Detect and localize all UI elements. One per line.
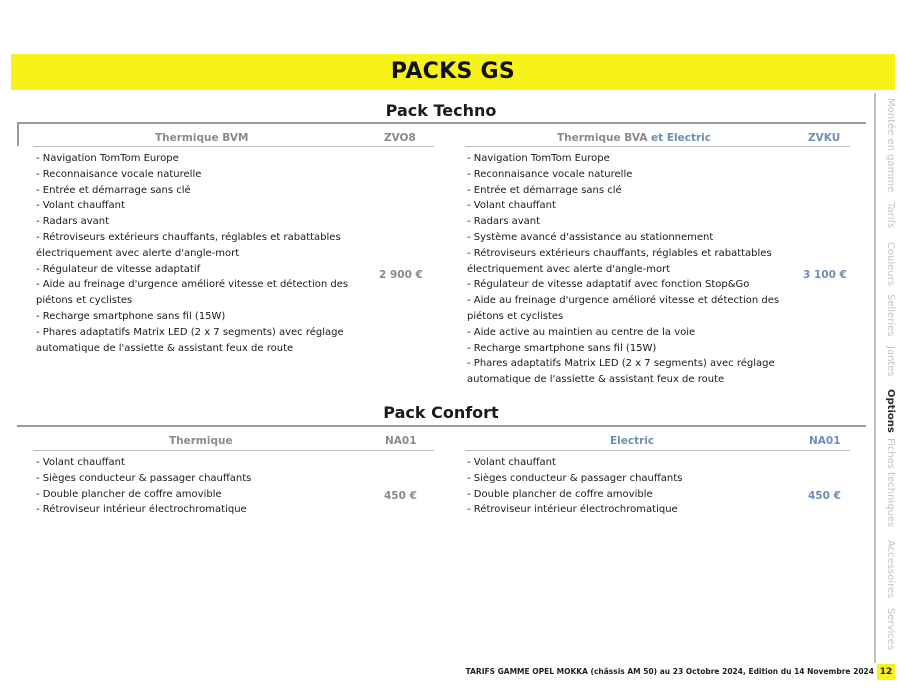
techno-left-header-rule — [33, 146, 434, 147]
confort-right-items — [467, 455, 797, 518]
confort-left-price: 450 € — [384, 490, 417, 502]
list-item: - Phares adaptatifs Matrix LED (2 x 7 segments) avec réglage — [467, 358, 775, 370]
list-item: - Entrée et démarrage sans clé — [36, 184, 191, 196]
techno-right-header-rule — [465, 146, 850, 147]
side-nav-tarifs[interactable]: Tarifs — [885, 202, 896, 229]
list-item: - Système avancé d'assistance au stationnement — [467, 231, 714, 243]
list-item: - Volant chauffant — [36, 457, 125, 468]
list-item: - Rétroviseur intérieur électrochromatique — [467, 504, 678, 516]
confort-right-code: NA01 — [809, 435, 841, 447]
side-nav-fiches-techniques[interactable]: Fiches techniques — [885, 438, 896, 528]
confort-right-price: 450 € — [808, 490, 841, 502]
techno-right-items — [467, 151, 807, 388]
pack-techno-divider-left — [17, 122, 19, 146]
pack-confort-title: Pack Confort — [383, 403, 499, 422]
side-nav-montee-en-gamme[interactable]: Montée en gamme — [885, 98, 896, 193]
list-item: électriquement avec alerte d'angle-mort — [467, 263, 671, 275]
list-item: - Rétroviseurs extérieurs chauffants, réglables et rabattables — [36, 231, 341, 243]
pack-techno-title: Pack Techno — [385, 101, 497, 120]
techno-right-code: ZVKU — [808, 132, 841, 144]
list-item: - Sièges conducteur & passager chauffants — [36, 472, 252, 484]
list-item: - Radars avant — [36, 216, 110, 228]
techno-right-header-blue: et Electric — [651, 132, 711, 144]
list-item: - Régulateur de vitesse adaptatif — [36, 263, 201, 275]
list-item: automatique de l'assiette & assistant feux de route — [467, 374, 725, 386]
list-item: - Recharge smartphone sans fil (15W) — [36, 310, 226, 322]
confort-left-header-rule — [33, 450, 434, 451]
techno-left-price: 2 900 € — [379, 269, 423, 281]
confort-left-items — [36, 455, 366, 518]
confort-right-header: Electric — [610, 435, 655, 447]
list-item: - Double plancher de coffre amovible — [36, 488, 222, 500]
list-item: - Volant chauffant — [467, 200, 556, 212]
pack-techno-divider — [17, 122, 866, 124]
list-item: piétons et cyclistes — [467, 310, 564, 322]
page-number: 12 — [877, 664, 895, 680]
list-item: - Reconnaisance vocale naturelle — [36, 168, 202, 180]
techno-left-header: Thermique BVM — [155, 132, 249, 144]
confort-right-header-rule — [465, 450, 850, 451]
title-banner — [11, 54, 895, 90]
confort-left-code: NA01 — [385, 435, 417, 447]
list-item: - Navigation TomTom Europe — [36, 153, 179, 164]
list-item: - Radars avant — [467, 216, 541, 228]
list-item: - Aide active au maintien au centre de la voie — [467, 326, 696, 338]
list-item: - Double plancher de coffre amovible — [467, 488, 653, 500]
list-item: - Navigation TomTom Europe — [467, 153, 610, 164]
side-nav-options[interactable]: Options — [885, 389, 896, 433]
list-item: - Volant chauffant — [467, 457, 556, 468]
pack-confort-divider — [17, 425, 866, 427]
list-item: - Entrée et démarrage sans clé — [467, 184, 622, 196]
side-nav-couleurs[interactable]: Couleurs — [885, 242, 896, 287]
list-item: - Volant chauffant — [36, 200, 125, 212]
confort-left-header: Thermique — [169, 435, 233, 447]
list-item: - Rétroviseurs extérieurs chauffants, réglables et rabattables — [467, 247, 772, 259]
page-title: PACKS GS — [390, 59, 516, 84]
side-nav-jantes[interactable]: Jantes — [885, 346, 896, 377]
techno-right-header-grey: Thermique BVA — [557, 132, 648, 144]
techno-left-code: ZVO8 — [384, 132, 416, 144]
list-item: - Aide au freinage d'urgence amélioré vitesse et détection des — [467, 295, 780, 307]
footer-text: TARIFS GAMME OPEL MOKKA (châssis AM 50) au 23 Octobre 2024, Edition du 14 Novembre 2024 — [465, 667, 874, 676]
list-item: - Reconnaisance vocale naturelle — [467, 168, 633, 180]
list-item: - Régulateur de vitesse adaptatif avec fonction Stop&Go — [467, 279, 750, 291]
techno-left-items — [36, 151, 366, 356]
side-nav-services[interactable]: Services — [885, 608, 896, 651]
list-item: - Aide au freinage d'urgence amélioré vitesse et détection des — [36, 279, 349, 291]
techno-right-price: 3 100 € — [803, 269, 847, 281]
techno-right-header — [557, 132, 711, 144]
list-item: - Recharge smartphone sans fil (15W) — [467, 342, 657, 354]
list-item: - Sièges conducteur & passager chauffants — [467, 472, 683, 484]
list-item: - Phares adaptatifs Matrix LED (2 x 7 segments) avec réglage — [36, 326, 344, 338]
list-item: automatique de l'assiette & assistant feux de route — [36, 342, 294, 354]
side-nav-accessoires[interactable]: Accessoires — [885, 540, 896, 599]
side-nav-selleries[interactable]: Selleries — [885, 294, 896, 337]
list-item: électriquement avec alerte d'angle-mort — [36, 247, 240, 259]
list-item: piétons et cyclistes — [36, 295, 133, 307]
list-item: - Rétroviseur intérieur électrochromatique — [36, 504, 247, 516]
